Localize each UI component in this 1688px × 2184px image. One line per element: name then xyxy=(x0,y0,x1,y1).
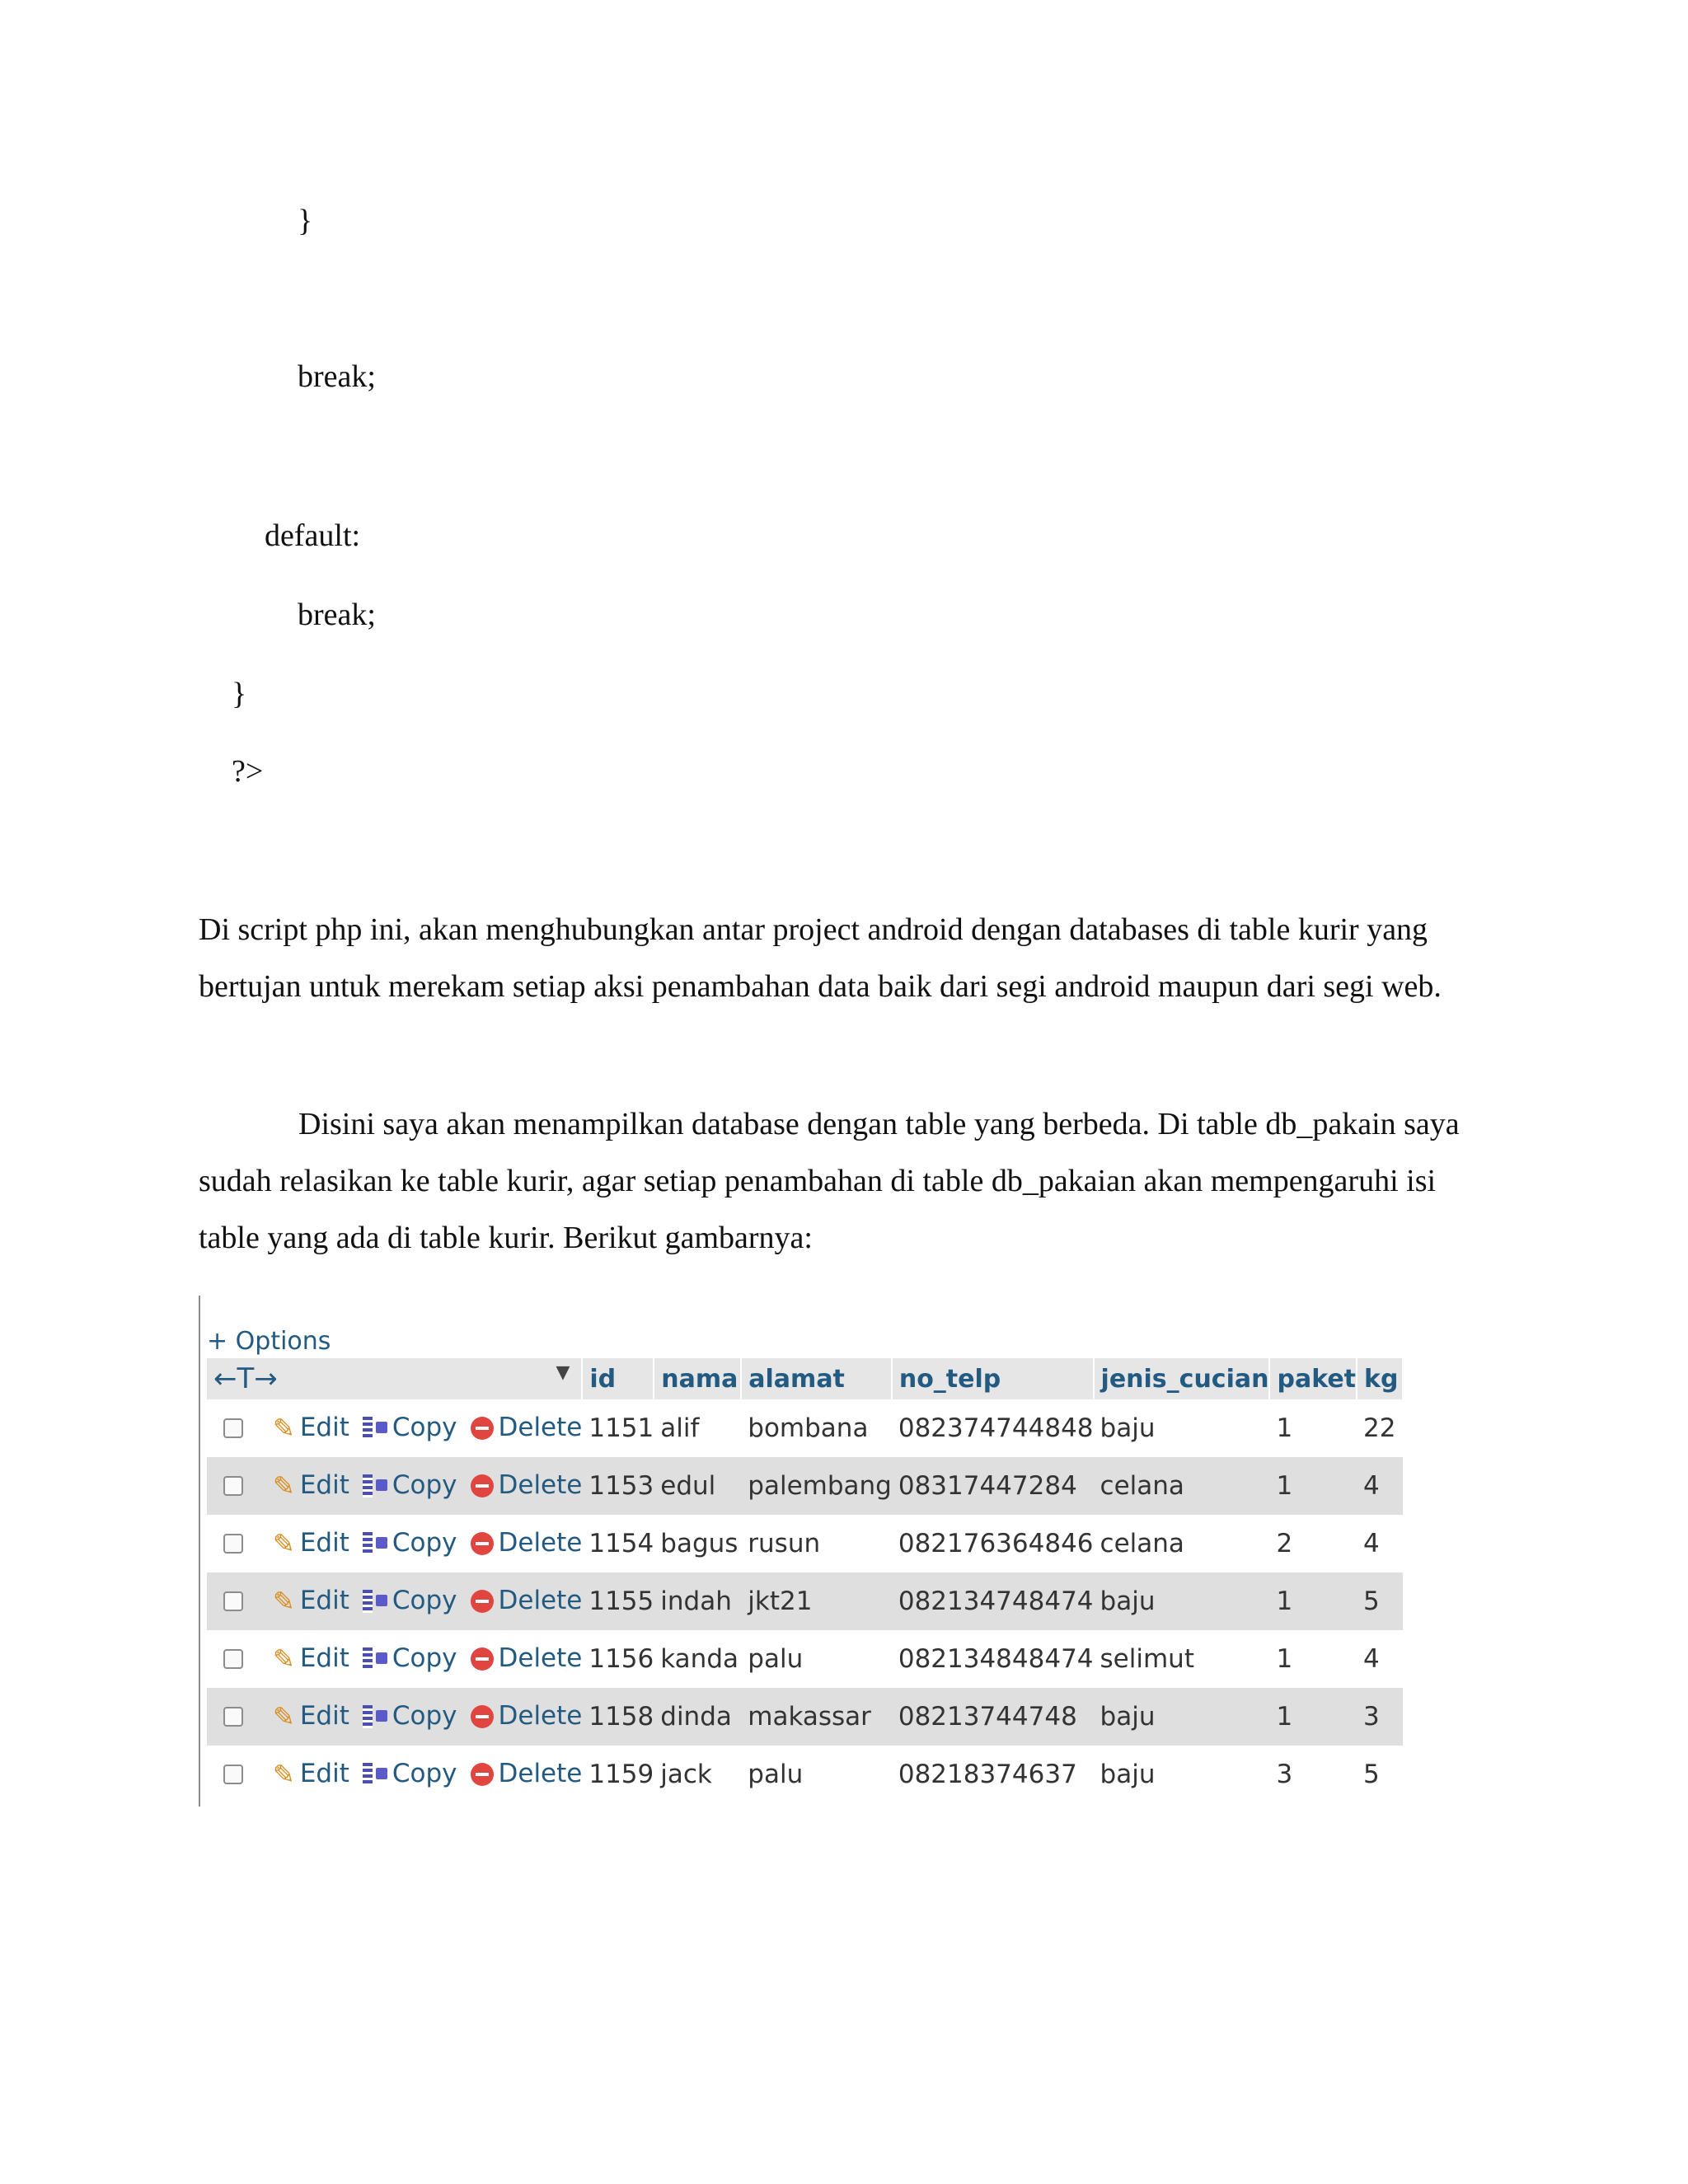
copy-icon xyxy=(363,1646,387,1672)
row-actions xyxy=(207,1572,582,1630)
pencil-icon: ✎ xyxy=(273,1643,295,1675)
row-checkbox[interactable] xyxy=(223,1476,243,1496)
row-actions xyxy=(207,1630,582,1688)
copy-button[interactable]: Copy xyxy=(363,1528,457,1558)
code-break-statement: break; xyxy=(298,359,376,394)
cell-id: 1153 xyxy=(582,1457,654,1515)
copy-icon xyxy=(363,1415,387,1441)
cell-alamat: palu xyxy=(741,1630,892,1688)
cell-jenis-cucian: celana xyxy=(1094,1515,1270,1572)
delete-icon xyxy=(471,1647,494,1671)
cell-jenis-cucian: baju xyxy=(1094,1399,1270,1457)
cell-id: 1159 xyxy=(582,1746,654,1803)
column-header-paket[interactable]: paket xyxy=(1269,1358,1357,1399)
column-resize-arrows[interactable] xyxy=(207,1358,582,1399)
edit-button[interactable]: ✎ Edit xyxy=(273,1469,349,1502)
delete-button[interactable]: Delete xyxy=(471,1759,583,1788)
code-break-statement: break; xyxy=(298,598,376,632)
copy-button[interactable]: Copy xyxy=(363,1701,457,1731)
column-header-kg[interactable]: kg xyxy=(1357,1358,1403,1399)
table-row xyxy=(207,1746,1403,1803)
cell-alamat: rusun xyxy=(741,1515,892,1572)
delete-icon xyxy=(471,1417,494,1440)
cell-jenis-cucian: baju xyxy=(1094,1572,1270,1630)
cell-kg: 5 xyxy=(1357,1572,1403,1630)
cell-paket: 1 xyxy=(1269,1688,1357,1746)
cell-alamat: makassar xyxy=(741,1688,892,1746)
copy-icon xyxy=(363,1530,387,1557)
row-actions xyxy=(207,1746,582,1803)
delete-button[interactable]: Delete xyxy=(471,1643,583,1673)
row-checkbox[interactable] xyxy=(223,1765,243,1784)
table-header-row xyxy=(207,1358,1403,1399)
cell-alamat: bombana xyxy=(741,1399,892,1457)
cell-nama: jack xyxy=(654,1746,741,1803)
edit-button[interactable]: ✎ Edit xyxy=(273,1700,349,1733)
cell-no-telp: 082374744848 xyxy=(892,1399,1094,1457)
options-link[interactable]: + Options xyxy=(207,1327,331,1356)
cell-nama: bagus xyxy=(654,1515,741,1572)
sort-dropdown-icon[interactable]: ▼ xyxy=(556,1362,570,1383)
table-row xyxy=(207,1457,1403,1515)
cell-nama: indah xyxy=(654,1572,741,1630)
edit-button[interactable]: ✎ Edit xyxy=(273,1527,349,1560)
cell-kg: 4 xyxy=(1357,1515,1403,1572)
table-row xyxy=(207,1688,1403,1746)
pencil-icon: ✎ xyxy=(273,1759,295,1791)
pencil-icon: ✎ xyxy=(273,1701,295,1733)
edit-button[interactable]: ✎ Edit xyxy=(273,1643,349,1675)
copy-icon xyxy=(363,1588,387,1615)
cell-paket: 1 xyxy=(1269,1399,1357,1457)
copy-button[interactable]: Copy xyxy=(363,1586,457,1615)
row-checkbox[interactable] xyxy=(223,1591,243,1611)
row-actions xyxy=(207,1515,582,1572)
cell-alamat: palembang xyxy=(741,1457,892,1515)
delete-icon xyxy=(471,1590,494,1613)
table-row xyxy=(207,1515,1403,1572)
cell-paket: 2 xyxy=(1269,1515,1357,1572)
copy-button[interactable]: Copy xyxy=(363,1413,457,1442)
copy-button[interactable]: Copy xyxy=(363,1643,457,1673)
cell-no-telp: 08317447284 xyxy=(892,1457,1094,1515)
cell-no-telp: 082176364846 xyxy=(892,1515,1094,1572)
cell-kg: 4 xyxy=(1357,1457,1403,1515)
kurir-table xyxy=(207,1358,1404,1803)
cell-kg: 4 xyxy=(1357,1630,1403,1688)
row-checkbox[interactable] xyxy=(223,1534,243,1554)
cell-kg: 3 xyxy=(1357,1688,1403,1746)
cell-no-telp: 082134748474 xyxy=(892,1572,1094,1630)
code-php-close-tag: ?> xyxy=(232,754,264,789)
code-default-label: default: xyxy=(265,518,361,553)
cell-kg: 22 xyxy=(1357,1399,1403,1457)
code-closing-brace: } xyxy=(232,677,247,711)
cell-id: 1154 xyxy=(582,1515,654,1572)
table-row xyxy=(207,1572,1403,1630)
cell-paket: 1 xyxy=(1269,1572,1357,1630)
cell-paket: 1 xyxy=(1269,1630,1357,1688)
cell-no-telp: 082134848474 xyxy=(892,1630,1094,1688)
edit-button[interactable]: ✎ Edit xyxy=(273,1412,349,1445)
phpmyadmin-table-screenshot xyxy=(199,1296,1404,1807)
column-header-jenis-cucian[interactable]: jenis_cucian xyxy=(1094,1358,1270,1399)
cell-kg: 5 xyxy=(1357,1746,1403,1803)
cell-jenis-cucian: celana xyxy=(1094,1457,1270,1515)
edit-button[interactable]: ✎ Edit xyxy=(273,1585,349,1618)
cell-nama: dinda xyxy=(654,1688,741,1746)
cell-jenis-cucian: baju xyxy=(1094,1688,1270,1746)
cell-nama: edul xyxy=(654,1457,741,1515)
copy-button[interactable]: Copy xyxy=(363,1759,457,1788)
delete-button[interactable]: Delete xyxy=(471,1701,583,1731)
delete-icon xyxy=(471,1532,494,1555)
pencil-icon: ✎ xyxy=(273,1586,295,1618)
column-header-alamat[interactable]: alamat xyxy=(741,1358,892,1399)
code-closing-brace: } xyxy=(298,204,313,238)
row-checkbox[interactable] xyxy=(223,1649,243,1669)
row-actions xyxy=(207,1688,582,1746)
paragraph-database-description: Disini saya akan menampilkan database dengan table yang berbeda. Di table db_pakain saya sudah relasikan ke table kurir, agar setiap penambahan di table db_pakaian akan mempengaruhi isi table yang ada di table kurir. Berikut gambarnya: xyxy=(199,1107,1460,1255)
copy-icon xyxy=(363,1473,387,1499)
column-header-nama[interactable]: nama xyxy=(654,1358,741,1399)
edit-button[interactable]: ✎ Edit xyxy=(273,1758,349,1791)
cell-jenis-cucian: selimut xyxy=(1094,1630,1270,1688)
row-actions xyxy=(207,1457,582,1515)
delete-icon xyxy=(471,1474,494,1497)
cell-nama: alif xyxy=(654,1399,741,1457)
column-header-no-telp[interactable]: no_telp xyxy=(892,1358,1094,1399)
pencil-icon: ✎ xyxy=(273,1470,295,1502)
cell-jenis-cucian: baju xyxy=(1094,1746,1270,1803)
delete-button[interactable]: Delete xyxy=(471,1413,583,1442)
row-checkbox[interactable] xyxy=(223,1707,243,1727)
cell-no-telp: 08213744748 xyxy=(892,1688,1094,1746)
cell-id: 1158 xyxy=(582,1688,654,1746)
delete-button[interactable]: Delete xyxy=(471,1528,583,1558)
copy-button[interactable]: Copy xyxy=(363,1470,457,1500)
delete-button[interactable]: Delete xyxy=(471,1586,583,1615)
arrows-icon: ←T→ xyxy=(213,1362,278,1395)
row-checkbox[interactable] xyxy=(223,1418,243,1438)
delete-icon xyxy=(471,1705,494,1728)
cell-alamat: jkt21 xyxy=(741,1572,892,1630)
cell-id: 1155 xyxy=(582,1572,654,1630)
cell-id: 1151 xyxy=(582,1399,654,1457)
cell-paket: 1 xyxy=(1269,1457,1357,1515)
cell-alamat: palu xyxy=(741,1746,892,1803)
table-row xyxy=(207,1630,1403,1688)
cell-id: 1156 xyxy=(582,1630,654,1688)
cell-nama: kanda xyxy=(654,1630,741,1688)
row-actions xyxy=(207,1399,582,1457)
pencil-icon: ✎ xyxy=(273,1528,295,1560)
copy-icon xyxy=(363,1761,387,1788)
copy-icon xyxy=(363,1704,387,1730)
column-header-id[interactable]: id xyxy=(582,1358,654,1399)
delete-button[interactable]: Delete xyxy=(471,1470,583,1500)
table-row xyxy=(207,1399,1403,1457)
paragraph-script-description: Di script php ini, akan menghubungkan antar project android dengan databases di table kurir yang bertujan untuk merekam setiap aksi penambahan data baik dari segi android maupun dari segi web. xyxy=(199,912,1442,1004)
pencil-icon: ✎ xyxy=(273,1413,295,1445)
cell-paket: 3 xyxy=(1269,1746,1357,1803)
cell-no-telp: 08218374637 xyxy=(892,1746,1094,1803)
delete-icon xyxy=(471,1763,494,1786)
